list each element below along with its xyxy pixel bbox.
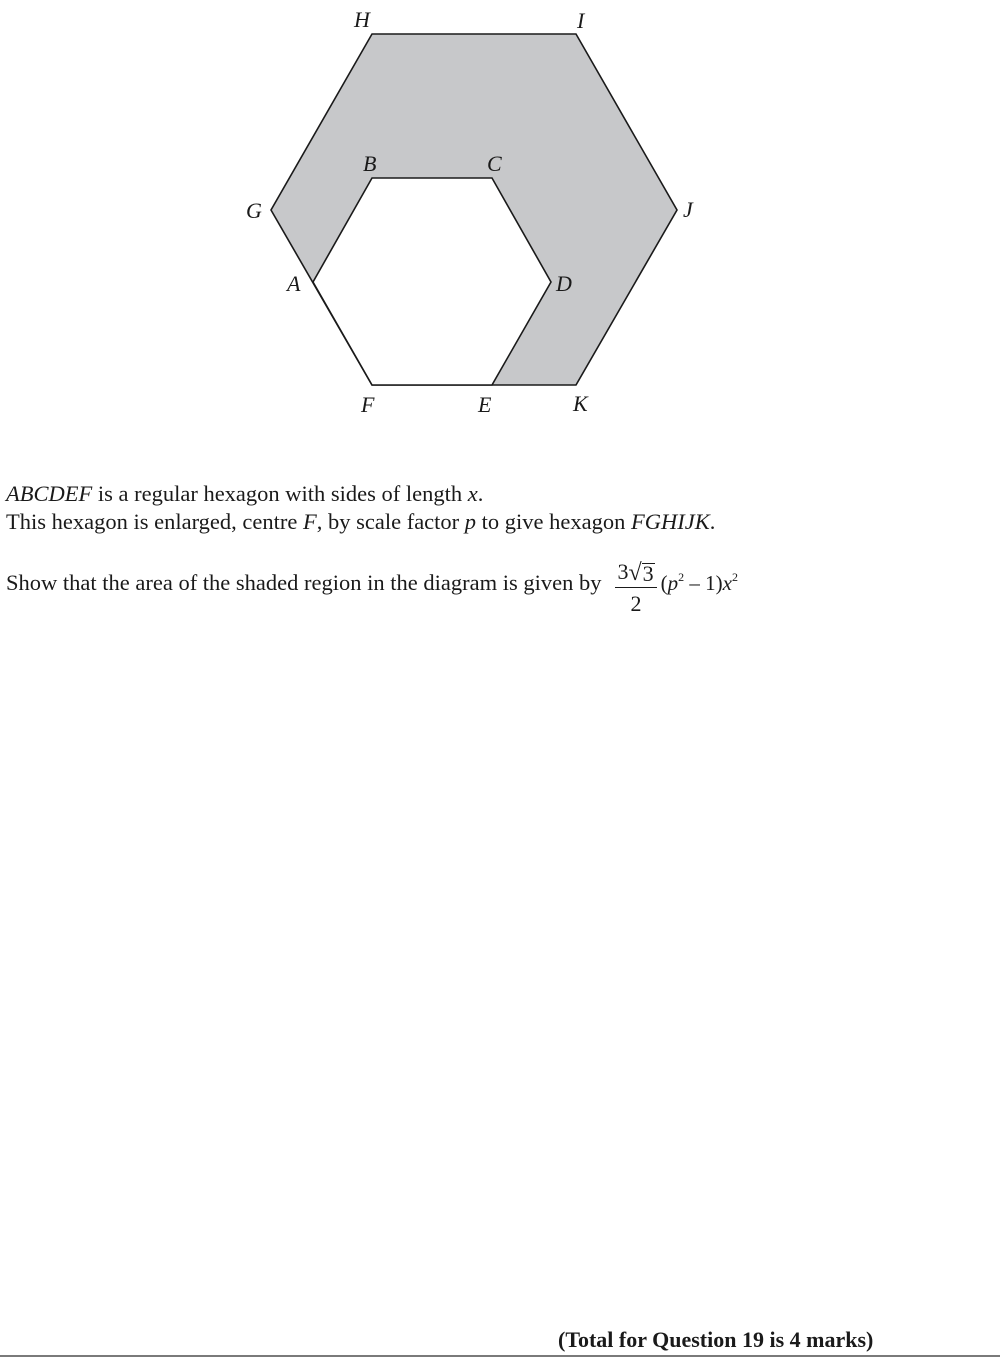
scale-factor-p: p (464, 509, 477, 534)
vertex-label-I: I (577, 8, 585, 33)
coefficient: 3 (617, 559, 629, 584)
vertex-label-C: C (487, 151, 502, 176)
hexagon-name-FGHIJK: FGHIJK (631, 509, 710, 534)
line2-part-c: to give hexagon (476, 509, 632, 534)
variable-x: x (467, 481, 478, 506)
hexagon-name-ABCDEF: ABCDEF (6, 481, 93, 506)
exponent-1: 2 (678, 569, 685, 584)
open-paren: ( (660, 570, 668, 595)
area-formula-fraction (615, 560, 656, 617)
line2-end: . (709, 509, 716, 534)
vertex-label-F: F (361, 392, 375, 417)
question-line-3 (6, 554, 738, 616)
minus-one: – 1) (684, 570, 723, 595)
question-line-2 (6, 508, 715, 536)
line3-text: Show that the area of the shaded region in the diagram is given by (6, 569, 602, 595)
formula-p: p (667, 570, 679, 595)
vertex-label-K: K (573, 391, 588, 416)
line1-end: . (477, 481, 484, 506)
radical-sign: √ (628, 560, 642, 586)
question-line-1 (6, 480, 483, 508)
question-total-marks: (Total for Question 19 is 4 marks) (558, 1327, 874, 1352)
centre-F: F (302, 509, 317, 534)
vertex-label-B: B (363, 151, 377, 176)
line2-part-b: , by scale factor (316, 509, 465, 534)
vertex-label-H: H (354, 7, 370, 32)
formula-x: x (722, 570, 732, 595)
vertex-label-G: G (246, 198, 262, 223)
vertex-label-D: D (556, 271, 572, 296)
line2-part-a: This hexagon is enlarged, centre (6, 509, 303, 534)
vertex-label-A: A (287, 271, 301, 296)
vertex-label-J: J (683, 197, 693, 222)
formula-tail (661, 569, 738, 597)
square-root (628, 562, 654, 584)
bottom-divider (0, 1355, 1000, 1357)
exponent-2: 2 (731, 569, 738, 584)
vertex-label-E: E (478, 392, 492, 417)
fraction-denominator: 2 (630, 591, 642, 616)
radicand: 3 (642, 561, 654, 586)
hexagon-diagram (0, 0, 1000, 440)
fraction-numerator (615, 560, 656, 588)
line1-text: is a regular hexagon with sides of length (92, 481, 468, 506)
